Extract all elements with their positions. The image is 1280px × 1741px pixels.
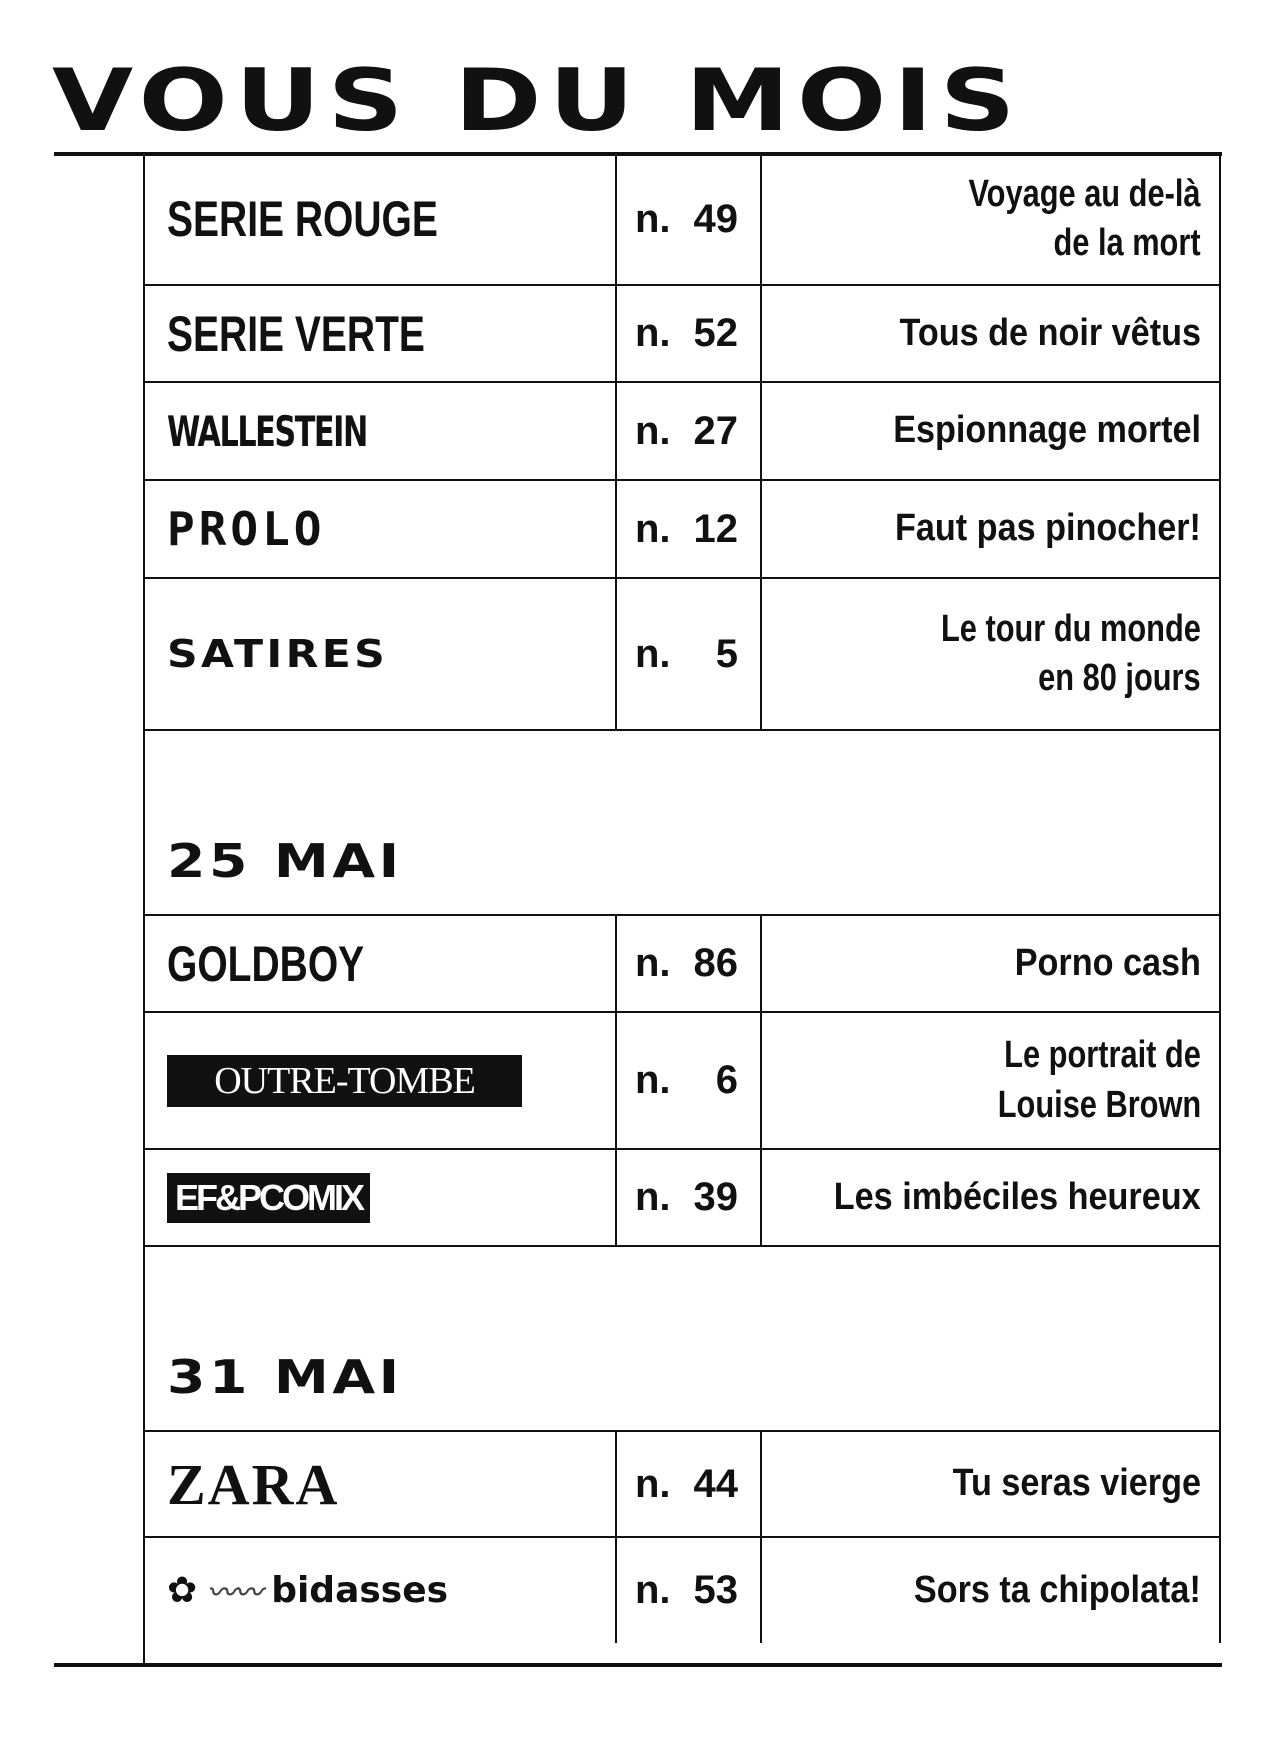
series-name: SERIE ROUGE (167, 191, 438, 247)
table-row (145, 916, 1221, 1013)
table-row (145, 154, 1221, 286)
series-cell (145, 916, 617, 1011)
issue-prefix: n. (635, 506, 671, 551)
story-cell (762, 154, 1219, 284)
story-cell (762, 1150, 1219, 1245)
issue-cell (617, 1538, 762, 1643)
decorative-script-icon: 〰〰 (207, 1575, 262, 1609)
series-logo: PROLO (167, 502, 326, 556)
date-heading: 25 MAI (167, 834, 403, 888)
series-cell (145, 579, 617, 729)
issue-number: 5 (715, 631, 738, 676)
table-row (145, 383, 1221, 481)
story-line: Tous de noir vêtus (899, 311, 1201, 354)
story-cell (762, 286, 1219, 381)
issue-number: 49 (693, 196, 738, 241)
story-line: Sors ta chipolata! (914, 1568, 1201, 1611)
issue-prefix: n. (635, 1175, 671, 1219)
issue-prefix: n. (635, 311, 671, 355)
series-cell (145, 154, 617, 284)
series-logo: WALLESTEIN (167, 406, 367, 456)
story-line: Voyage au de-là (968, 172, 1201, 215)
issue-prefix: n. (635, 631, 671, 676)
issue-cell (617, 579, 762, 729)
table-row (145, 579, 1221, 731)
issue-prefix: n. (635, 196, 671, 241)
issue-cell (617, 1150, 762, 1245)
issue-number: 86 (693, 941, 738, 985)
issue-prefix: n. (635, 1058, 671, 1102)
series-cell (145, 1538, 617, 1643)
bottom-rule (54, 1663, 1222, 1667)
series-cell (145, 1150, 617, 1245)
issue-number: 39 (693, 1175, 738, 1219)
issue-prefix: n. (635, 1568, 671, 1612)
story-line: Le portrait de (1004, 1034, 1201, 1077)
table-row (145, 1013, 1221, 1150)
story-line: Faut pas pinocher! (895, 507, 1201, 550)
issue-number: 12 (693, 506, 738, 551)
story-cell (762, 383, 1219, 479)
date-heading-row (145, 731, 1221, 916)
date-heading: 31 MAI (167, 1350, 403, 1404)
issue-cell (617, 286, 762, 381)
date-heading-row (145, 1247, 1221, 1432)
issue-number: 53 (693, 1568, 738, 1612)
flower-icon: ✿ (167, 1569, 198, 1611)
issue-cell (617, 916, 762, 1011)
series-cell (145, 1432, 617, 1536)
issue-number: 27 (693, 408, 738, 453)
series-cell (145, 286, 617, 381)
story-cell (762, 1538, 1219, 1643)
issue-number: 52 (693, 311, 738, 355)
series-logo: ZARA (167, 1451, 340, 1517)
series-name: bidasses (271, 1570, 449, 1611)
story-cell (762, 481, 1219, 577)
release-table (145, 154, 1221, 1643)
series-logo (167, 1570, 448, 1611)
issue-cell (617, 1432, 762, 1536)
series-name: GOLDBOY (167, 935, 365, 992)
series-cell (145, 383, 617, 479)
issue-cell (617, 383, 762, 479)
series-name: SATIRES (167, 632, 389, 676)
issue-prefix: n. (635, 408, 671, 453)
issue-prefix: n. (635, 941, 671, 985)
series-logo: EF&PCOMIX (167, 1173, 370, 1223)
story-cell (762, 1013, 1219, 1148)
issue-prefix: n. (635, 1461, 671, 1506)
series-name: SERIE VERTE (167, 305, 425, 362)
story-line: Le tour du monde (941, 607, 1201, 650)
story-cell (762, 1432, 1219, 1536)
story-cell (762, 579, 1219, 729)
table-row (145, 1432, 1221, 1538)
story-line: Tu seras vierge (952, 1462, 1201, 1505)
table-row (145, 1150, 1221, 1247)
story-line: en 80 jours (1038, 657, 1201, 699)
issue-number: 44 (693, 1461, 738, 1506)
series-cell (145, 481, 617, 577)
table-row (145, 481, 1221, 579)
issue-cell (617, 1013, 762, 1148)
issue-cell (617, 481, 762, 577)
table-row (145, 286, 1221, 383)
table-row (145, 1538, 1221, 1643)
story-line: Les imbéciles heureux (834, 1175, 1201, 1218)
story-line: Espionnage mortel (893, 409, 1201, 452)
issue-number: 6 (715, 1058, 738, 1102)
story-line: Porno cash (1014, 941, 1201, 984)
story-line: Louise Brown (997, 1083, 1201, 1126)
issue-cell (617, 154, 762, 284)
story-cell (762, 916, 1219, 1011)
page-title: VOUS DU MOIS (52, 51, 1023, 151)
series-cell (145, 1013, 617, 1148)
story-line: de la mort (1053, 222, 1201, 264)
series-logo: OUTRE-TOMBE (167, 1055, 522, 1107)
